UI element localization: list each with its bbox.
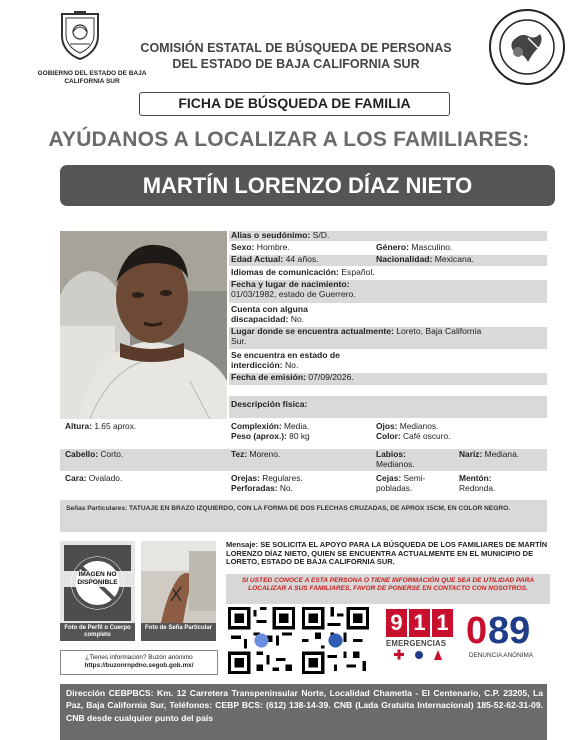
no-image-label: IMAGEN NO DISPONIBLE	[64, 571, 131, 587]
issue-date-row: Fecha de emisión: 07/09/2026.	[229, 373, 547, 385]
commission-title-line1: COMISIÓN ESTATAL DE BÚSQUEDA DE PERSONAS	[140, 41, 452, 55]
languages-row: Idiomas de comunicación: Español.	[231, 267, 375, 277]
physical-description-label: Descripción física:	[229, 396, 547, 418]
digit-0: 0	[466, 610, 488, 652]
state-government-shield-logo	[56, 10, 104, 60]
mailbox-link[interactable]: https://buzonrnpdno.segob.gob.mx/	[84, 662, 194, 669]
digit-1: 1	[409, 609, 430, 637]
interdiction-row: Se encuentra en estado de interdicción: No.	[231, 350, 340, 370]
state-government-caption: GOBIERNO DEL ESTADO DE BAJA CALIFORNIA SUR	[37, 70, 147, 85]
search-commission-seal-logo	[488, 8, 566, 86]
height-complexion-row: Altura: 1.65 aprox. Complexión: Media. Peso (aprox.): 80 kg Ojos: Medianos. Color: Café oscuro.	[65, 421, 451, 441]
qr-code-facebook[interactable]	[302, 607, 369, 674]
person-name-banner: MARTÍN LORENZO DÍAZ NIETO	[60, 165, 555, 206]
age-nationality-row: Edad Actual: 44 años. Nacionalidad: Mexicana.	[229, 255, 547, 266]
mark-photo-caption: Foto de Seña Particular	[141, 623, 216, 641]
profile-photo-caption: Foto de Perfil o Cuerpo completo	[60, 623, 135, 641]
distinctive-marks-box: Señas Particulares: TATUAJE EN BRAZO IZQUIERDO, CON LA FORMA DE DOS FLECHAS CRUZADAS, DE APROX 15CM, EN COLOR NEGRO.	[60, 500, 547, 532]
profile-photo-placeholder	[60, 541, 135, 641]
digit-1b: 1	[432, 609, 453, 637]
hair-skin-row: Cabello: Corto. Tez: Moreno. Labios: Medianos. Nariz: Mediana.	[60, 449, 547, 471]
digit-9: 9	[386, 609, 407, 637]
tattoo-photo	[141, 541, 216, 623]
emergency-label: EMERGENCIAS	[386, 639, 447, 648]
emergency-911-logo	[386, 609, 454, 663]
disability-row: Cuenta con alguna discapacidad: No.	[231, 304, 308, 324]
contact-footer: Dirección CEBPBCS: Km. 12 Carretera Transpeninsular Norte, Localidad Chametla - El Centenario, C.P. 23205, La Paz, Baja California Sur, Teléfonos: CEBP BCS: (612) 138-14-39. CNB (Lada Gratuita Internacional) 185-52-62-31-09. CNB desde cualquier punto del país	[60, 684, 547, 740]
contact-notice: SI USTED CONOCE A ESTA PERSONA O TIENE INFORMACIÓN QUE SEA DE UTILIDAD PARA LOCALIZAR A SUS FAMILIARES, FAVOR DE PONERSE EN CONTACTO CON NOSOTROS.	[226, 574, 550, 604]
current-location-row: Lugar donde se encuentra actualmente: Loreto, Baja California Sur.	[229, 327, 547, 349]
digits-89: 89	[488, 610, 531, 652]
help-locate-heading: AYÚDANOS A LOCALIZAR A LOS FAMILIARES:	[48, 128, 530, 151]
anonymous-mailbox-box	[60, 650, 218, 675]
person-photo	[60, 231, 227, 419]
birth-row: Fecha y lugar de nacimiento: 01/03/1982, estado de Guerrero.	[229, 280, 547, 303]
commission-title-line2: DEL ESTADO DE BAJA CALIFORNIA SUR	[172, 57, 420, 71]
commission-title	[118, 40, 474, 72]
anonymous-report-089-logo	[466, 610, 536, 666]
emergency-services-icons	[386, 648, 454, 662]
distinctive-mark-photo	[141, 541, 216, 641]
anonymous-label: DENUNCIA ANÓNIMA	[468, 652, 534, 659]
face-ears-row: Cara: Ovalado. Orejas: Regulares. Perforadas: No. Cejas: Semi- pobladas. Mentón: Redonda.	[65, 473, 496, 493]
qr-code-whatsapp[interactable]	[228, 607, 295, 674]
alias-row: Alias o seudónimo: S/D.	[229, 231, 547, 241]
mailbox-question: ¿Tienes información? Buzón anónimo	[85, 654, 193, 661]
request-message: Mensaje: SE SOLICITA EL APOYO PARA LA BÚSQUEDA DE LOS FAMILIARES DE MARTÍN LORENZO DÍAZ NIETO, QUIEN SE ENCUENTRA ACTUALMENTE EN EL MUNICIPIO DE LORETO, ESTADO DE BAJA CALIFORNIA SUR.	[226, 540, 548, 567]
ficha-title-box: FICHA DE BÚSQUEDA DE FAMILIA	[139, 92, 450, 116]
